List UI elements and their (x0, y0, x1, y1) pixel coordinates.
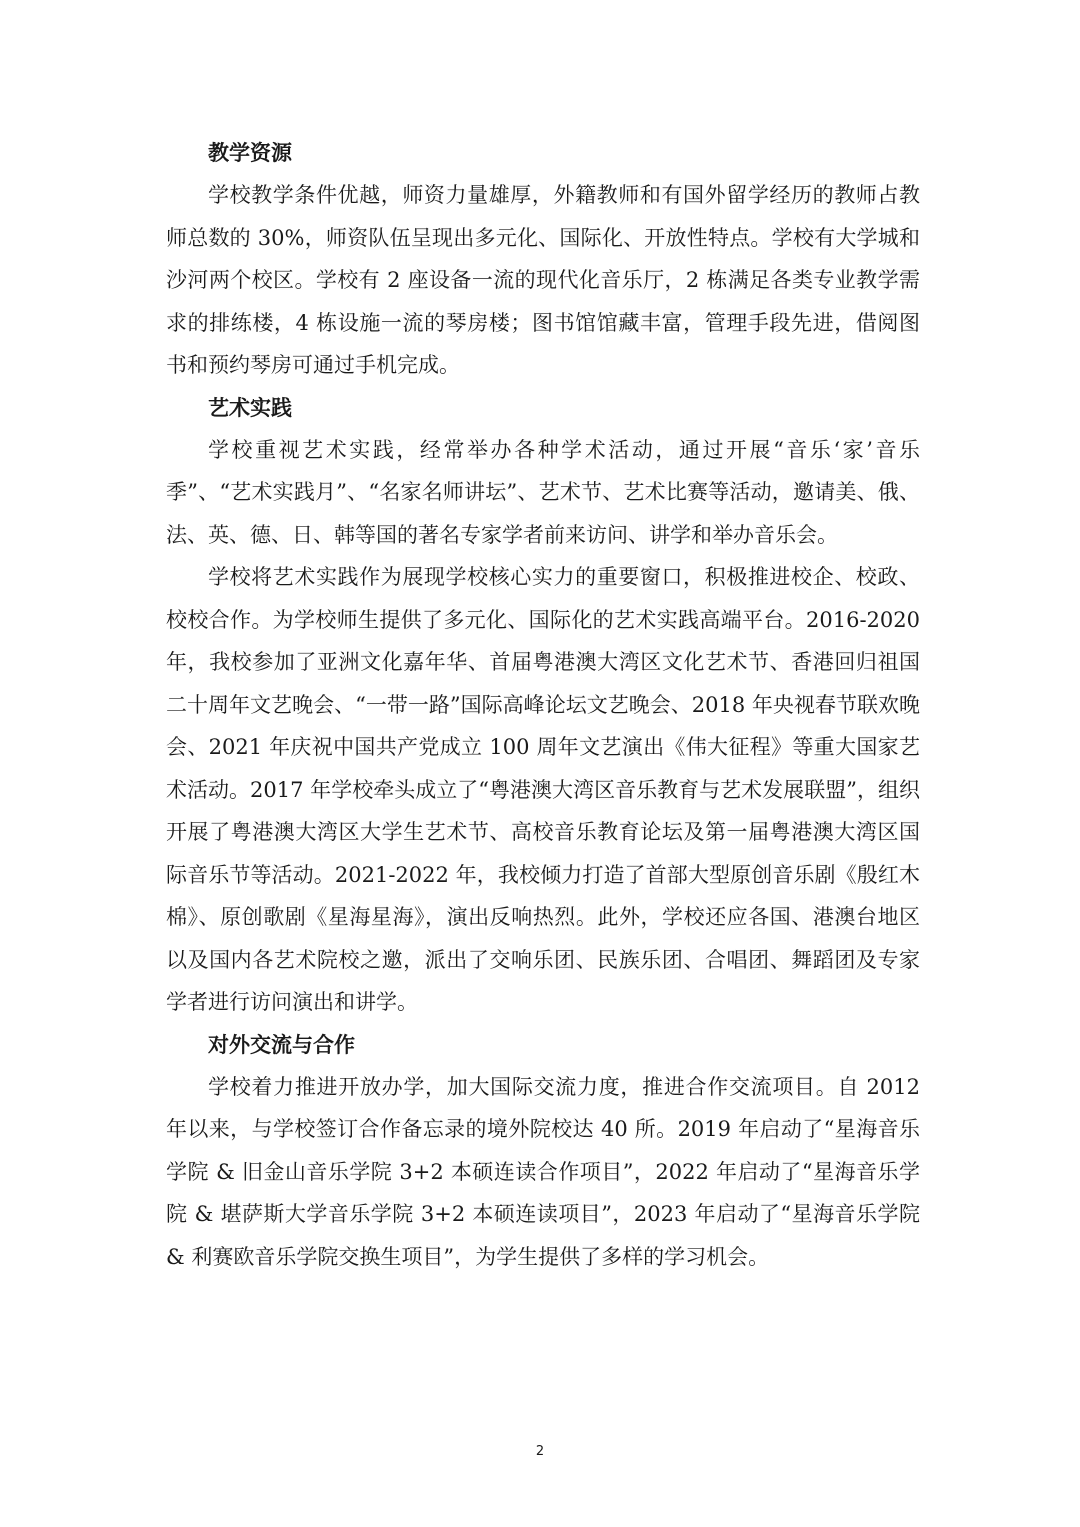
heading-external-exchange: 对外交流与合作 (208, 1032, 355, 1057)
document-body (166, 132, 920, 1278)
heading-art-practice: 艺术实践 (208, 395, 292, 420)
paragraph-art-practice-2: 学校将艺术实践作为展现学校核心实力的重要窗口，积极推进校企、校政、校校合作。为学校师生提供了多元化、国际化的艺术实践高端平台。2016-2020 年，我校参加了亚洲文化嘉年华、首届粤港澳大湾区文化艺术节、香港回归祖国二十周年文艺晚会、“一带一路”国际高峰论坛文艺晚会、2018 年央视春节联欢晚会、2021 年庆祝中国共产党成立 100 周年文艺演出《伟大征程》等重大国家艺术活动。2017 年学校牵头成立了“粤港澳大湾区音乐教育与艺术发展联盟”，组织开展了粤港澳大湾区大学生艺术节、高校音乐教育论坛及第一届粤港澳大湾区国际音乐节等活动。2021-2022 年，我校倾力打造了首部大型原创音乐剧《殷红木棉》、原创歌剧《星海星海》，演出反响热烈。此外，学校还应各国、港澳台地区以及国内各艺术院校之邀，派出了交响乐团、民族乐团、合唱团、舞蹈团及专家学者进行访问演出和讲学。 (166, 565, 920, 1014)
paragraph-teaching-resources: 学校教学条件优越，师资力量雄厚，外籍教师和有国外留学经历的教师占教师总数的 30%，师资队伍呈现出多元化、国际化、开放性特点。学校有大学城和沙河两个校区。学校有 2 座设备一流的现代化音乐厅，2 栋满足各类专业教学需求的排练楼，4 栋设施一流的琴房楼；图书馆馆藏丰富，管理手段先进，借阅图书和预约琴房可通过手机完成。 (166, 183, 920, 377)
paragraph-external-exchange: 学校着力推进开放办学，加大国际交流力度，推进合作交流项目。自 2012 年以来，与学校签订合作备忘录的境外院校达 40 所。2019 年启动了“星海音乐学院 & 旧金山音乐学院 3+2 本硕连读合作项目”，2022 年启动了“星海音乐学院 & 堪萨斯大学音乐学院 3+2 本硕连读项目”，2023 年启动了“星海音乐学院 & 利赛欧音乐学院交换生项目”，为学生提供了多样的学习机会。 (166, 1074, 920, 1269)
heading-teaching-resources: 教学资源 (208, 141, 292, 165)
paragraph-art-practice-1: 学校重视艺术实践，经常举办各种学术活动，通过开展“音乐‘家’音乐季”、“艺术实践月”、“名家名师讲坛”、艺术节、艺术比赛等活动，邀请美、俄、法、英、德、日、韩等国的著名专家学者前来访问、讲学和举办音乐会。 (166, 437, 920, 547)
page-number: 2 (535, 1444, 545, 1459)
